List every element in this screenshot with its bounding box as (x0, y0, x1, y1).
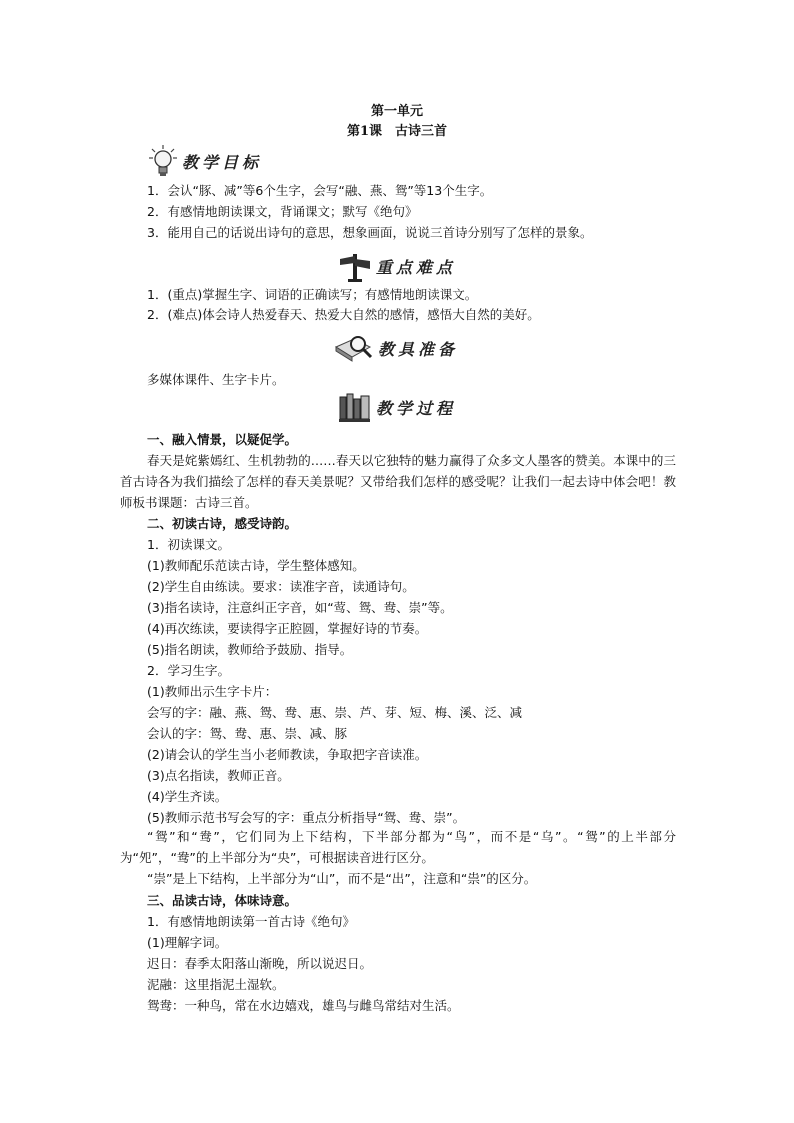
section-key-header (338, 250, 456, 282)
lightbulb-icon (148, 144, 178, 178)
process-line: (5)指名朗读，教师给予鼓励、指导。 (147, 642, 353, 657)
goal-item: 2．有感情地朗读课文，背诵课文；默写《绝句》 (147, 204, 418, 219)
process-line: (1)理解字词。 (147, 935, 228, 950)
signpost-icon (338, 250, 372, 282)
process-line: 泥融：这里指泥土湿软。 (147, 977, 285, 992)
step1-paragraph: 春天是姹紫嫣红、生机勃勃的……春天以它独特的魅力赢得了众多文人墨客的赞美。本课中的三首古诗各为我们描绘了怎样的春天美景呢？又带给我们怎样的感受呢？让我们一起去诗中体会吧！教师板书课题：古诗三首。 (120, 453, 676, 510)
magnifier-book-icon (334, 333, 374, 363)
process-line: (3)指名读诗，注意纠正字音，如“莺、鸳、鸯、崇”等。 (147, 600, 453, 615)
process-line: 会写的字：融、燕、鸳、鸯、惠、崇、芦、芽、短、梅、溪、泛、减 (147, 705, 523, 720)
process-line: (2)请会认的学生当小老师教读，争取把字音读准。 (147, 747, 428, 762)
process-line: 鸳鸯：一种鸟，常在水边嬉戏，雄鸟与雌鸟常结对生活。 (147, 998, 460, 1013)
process-line: 1．有感情地朗读第一首古诗《绝句》 (147, 914, 355, 929)
step-title: 二、初读古诗，感受诗韵。 (147, 516, 298, 531)
lesson-title: 第1课 古诗三首 (346, 124, 448, 139)
step-title: 一、融入情景，以疑促学。 (147, 432, 298, 447)
books-icon (338, 391, 372, 423)
section-goals-title: 教学目标 (182, 152, 263, 172)
process-line: (3)点名指读，教师正音。 (147, 768, 290, 783)
step-title: 三、品读古诗，体味诗意。 (147, 893, 298, 908)
process-paragraph: “崇”是上下结构，上半部分为“山”，而不是“出”，注意和“祟”的区分。 (147, 871, 537, 886)
process-line: 2．学习生字。 (147, 663, 230, 678)
section-goals-header (148, 144, 262, 178)
process-line: (4)再次练读，要读得字正腔圆，掌握好诗的节奏。 (147, 621, 428, 636)
prep-text: 多媒体课件、生字卡片。 (147, 372, 285, 387)
process-line: (5)教师示范书写会写的字：重点分析指导“鸳、鸯、崇”。 (147, 810, 466, 825)
key-item: 2．(难点)体会诗人热爱春天、热爱大自然的感情，感悟大自然的美好。 (147, 307, 540, 322)
goal-item: 3．能用自己的话说出诗句的意思，想象画面，说说三首诗分别写了怎样的景象。 (147, 225, 593, 240)
process-paragraph: “鸳”和“鸯”，它们同为上下结构，下半部分都为“鸟”，而不是“乌”。“鸳”的上半部分为“夗”，“鸯”的上半部分为“央”，可根据读音进行区分。 (120, 829, 676, 865)
process-line: (4)学生齐读。 (147, 789, 228, 804)
goal-item: 1．会认“豚、减”等6个生字，会写“融、燕、鸳”等13个生字。 (147, 183, 493, 198)
unit-title: 第一单元 (370, 104, 423, 119)
process-line: 会认的字：鸳、鸯、惠、崇、减、豚 (147, 726, 348, 741)
section-process-title: 教学过程 (376, 398, 457, 418)
process-line: 迟日：春季太阳落山渐晚，所以说迟日。 (147, 956, 373, 971)
section-prep-header (334, 333, 458, 363)
process-line: (1)教师配乐范读古诗，学生整体感知。 (147, 558, 365, 573)
process-line: (1)教师出示生字卡片： (147, 684, 278, 699)
process-line: 1．初读课文。 (147, 537, 230, 552)
section-process-header (338, 391, 456, 423)
process-line: (2)学生自由练读。要求：读准字音，读通诗句。 (147, 579, 415, 594)
section-key-title: 重点难点 (376, 257, 457, 277)
key-item: 1．(重点)掌握生字、词语的正确读写；有感情地朗读课文。 (147, 287, 478, 302)
section-prep-title: 教具准备 (378, 339, 459, 359)
